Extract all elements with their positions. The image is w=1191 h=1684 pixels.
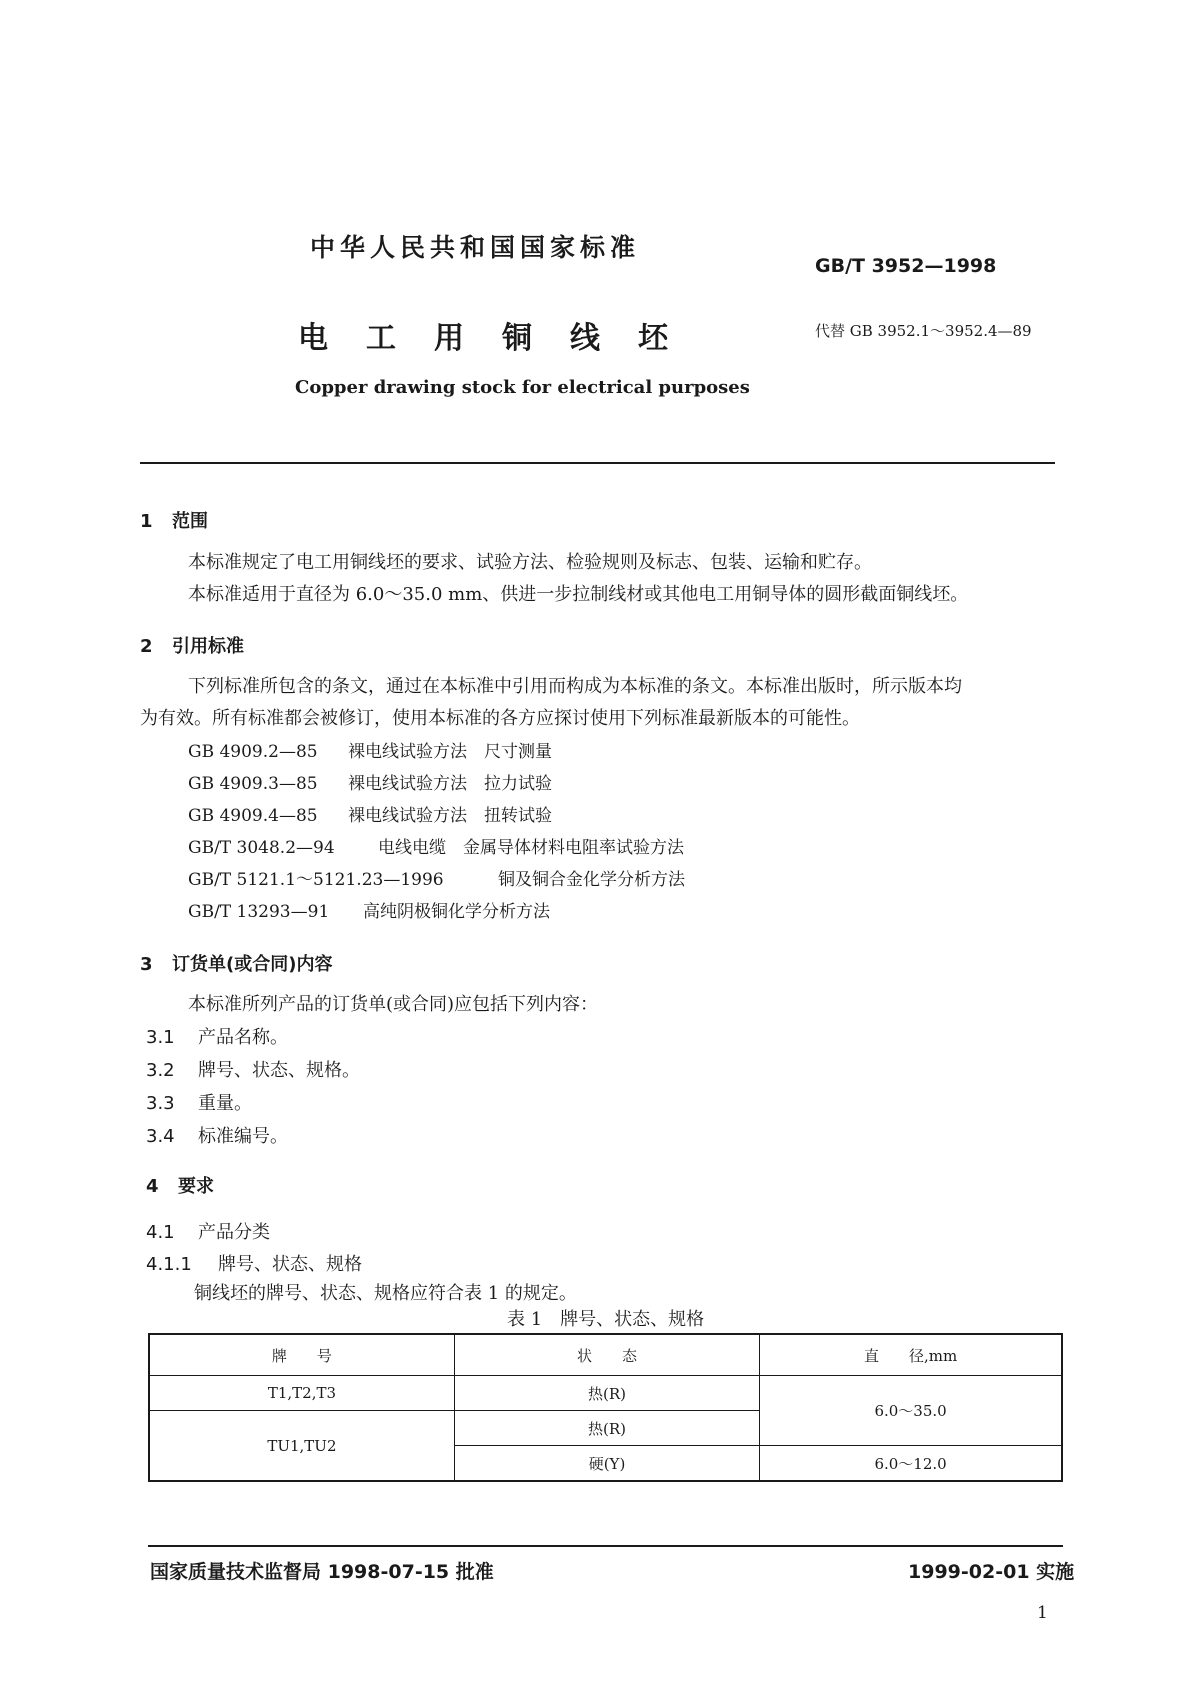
section-3-intro: 本标准所列产品的订货单(或合同)应包括下列内容： bbox=[188, 994, 599, 1015]
reference-item bbox=[188, 801, 552, 826]
reference-code: GB 4909.3—85 bbox=[188, 774, 318, 794]
table-row bbox=[149, 1376, 1062, 1411]
section-number: 2 bbox=[140, 636, 153, 657]
document-title: 电工用铜线坯 bbox=[298, 321, 706, 356]
item-number: 3.1 bbox=[146, 1027, 175, 1048]
reference-item bbox=[188, 865, 685, 890]
section-title: 要求 bbox=[178, 1176, 214, 1197]
item-text: 牌号、状态、规格。 bbox=[198, 1060, 360, 1081]
table-header-cell: 状 态 bbox=[454, 1334, 759, 1376]
section-title: 订货单(或合同)内容 bbox=[172, 954, 333, 975]
reference-name: 裸电线试验方法 尺寸测量 bbox=[348, 742, 552, 762]
reference-code: GB/T 13293—91 bbox=[188, 902, 330, 922]
item-text: 产品名称。 bbox=[198, 1027, 288, 1048]
reference-name: 铜及铜合金化学分析方法 bbox=[498, 870, 685, 890]
section-4-paragraph: 铜线坯的牌号、状态、规格应符合表 1 的规定。 bbox=[194, 1283, 577, 1304]
reference-code: GB 4909.4—85 bbox=[188, 806, 318, 826]
section-1-paragraph-1: 本标准规定了电工用铜线坯的要求、试验方法、检验规则及标志、包装、运输和贮存。 bbox=[188, 552, 872, 573]
table-header-cell: 直 径,mm bbox=[760, 1334, 1062, 1376]
implementation-date: 1999-02-01 实施 bbox=[908, 1561, 1075, 1583]
item-number: 4.1.1 bbox=[146, 1254, 192, 1275]
item-number: 3.2 bbox=[146, 1060, 175, 1081]
section-2-heading bbox=[140, 632, 244, 658]
section-2-paragraph-line-2: 为有效。所有标准都会被修订，使用本标准的各方应探讨使用下列标准最新版本的可能性。 bbox=[140, 708, 860, 729]
list-item bbox=[146, 1056, 360, 1082]
item-text: 产品分类 bbox=[198, 1222, 270, 1243]
grade-cell: TU1,TU2 bbox=[149, 1411, 454, 1482]
approval-note: 国家质量技术监督局 1998-07-15 批准 bbox=[150, 1561, 494, 1583]
reference-name: 电线电缆 金属导体材料电阻率试验方法 bbox=[378, 838, 684, 858]
list-item bbox=[146, 1023, 288, 1049]
reference-code: GB/T 3048.2—94 bbox=[188, 838, 335, 858]
state-cell: 硬(Y) bbox=[454, 1446, 759, 1482]
header-divider bbox=[140, 462, 1055, 464]
table-header-row bbox=[149, 1334, 1062, 1376]
section-1-paragraph-2: 本标准适用于直径为 6.0～35.0 mm、供进一步拉制线材或其他电工用铜导体的圆形截面铜线坯。 bbox=[188, 584, 969, 605]
subsection-4-1-1 bbox=[146, 1250, 362, 1276]
section-2-paragraph-line-1: 下列标准所包含的条文，通过在本标准中引用而构成为本标准的条文。本标准出版时，所示版本均 bbox=[188, 676, 962, 697]
reference-item bbox=[188, 833, 684, 858]
section-title: 范围 bbox=[172, 511, 208, 532]
item-number: 3.3 bbox=[146, 1093, 175, 1114]
standard-number: GB/T 3952—1998 bbox=[815, 255, 997, 277]
reference-code: GB/T 5121.1～5121.23—1996 bbox=[188, 870, 444, 890]
reference-item bbox=[188, 769, 552, 794]
item-text: 标准编号。 bbox=[198, 1126, 288, 1147]
subsection-4-1 bbox=[146, 1218, 270, 1244]
reference-item bbox=[188, 737, 552, 762]
section-title: 引用标准 bbox=[172, 636, 244, 657]
item-text: 重量。 bbox=[198, 1093, 252, 1114]
grade-cell: T1,T2,T3 bbox=[149, 1376, 454, 1411]
section-number: 1 bbox=[140, 511, 153, 532]
section-4-heading bbox=[146, 1172, 214, 1198]
reference-item bbox=[188, 897, 550, 922]
section-number: 3 bbox=[140, 954, 153, 975]
section-3-heading bbox=[140, 950, 332, 976]
diameter-cell: 6.0～12.0 bbox=[760, 1446, 1062, 1482]
list-item bbox=[146, 1089, 252, 1115]
page-number: 1 bbox=[1037, 1603, 1048, 1623]
english-title: Copper drawing stock for electrical purposes bbox=[295, 377, 750, 398]
country-standard-title: 中华人民共和国国家标准 bbox=[310, 233, 641, 262]
list-item bbox=[146, 1122, 288, 1148]
table-caption: 表 1 牌号、状态、规格 bbox=[507, 1309, 705, 1330]
reference-code: GB 4909.2—85 bbox=[188, 742, 318, 762]
section-number: 4 bbox=[146, 1176, 159, 1197]
reference-name: 裸电线试验方法 扭转试验 bbox=[348, 806, 552, 826]
section-1-heading bbox=[140, 507, 208, 533]
item-number: 4.1 bbox=[146, 1222, 175, 1243]
diameter-cell: 6.0～35.0 bbox=[760, 1376, 1062, 1446]
item-text: 牌号、状态、规格 bbox=[218, 1254, 362, 1275]
footer-divider bbox=[148, 1545, 1063, 1547]
state-cell: 热(R) bbox=[454, 1376, 759, 1411]
table-header-cell: 牌 号 bbox=[149, 1334, 454, 1376]
state-cell: 热(R) bbox=[454, 1411, 759, 1446]
replaces-note: 代替 GB 3952.1～3952.4—89 bbox=[815, 322, 1032, 340]
reference-name: 裸电线试验方法 拉力试验 bbox=[348, 774, 552, 794]
item-number: 3.4 bbox=[146, 1126, 175, 1147]
spec-table bbox=[148, 1333, 1063, 1482]
reference-name: 高纯阴极铜化学分析方法 bbox=[363, 902, 550, 922]
